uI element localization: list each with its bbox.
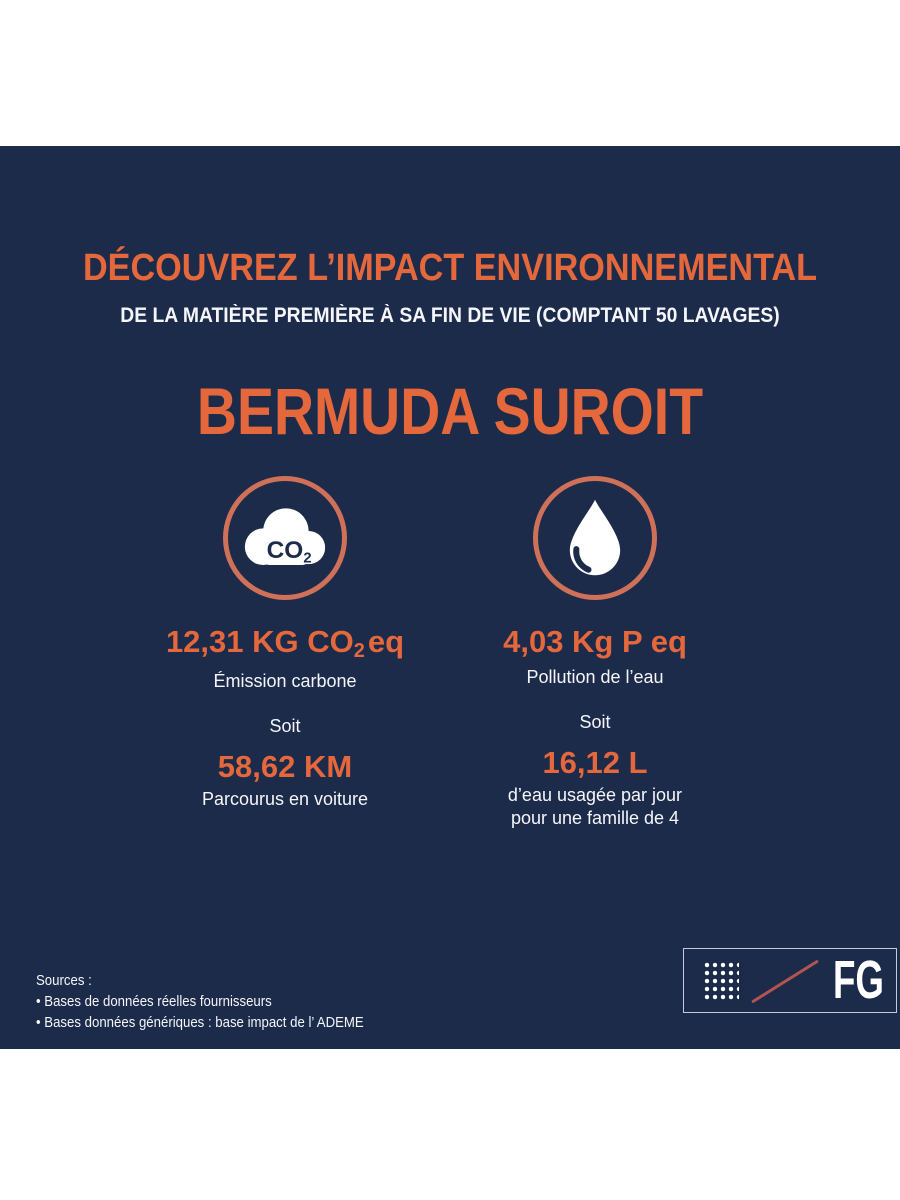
product-name: BERMUDA SUROIT	[196, 374, 704, 448]
water-drop-icon	[533, 476, 657, 600]
svg-text:CO2: CO2	[266, 537, 312, 567]
carbon-value: 12,31 KG CO2eq	[165, 624, 405, 662]
stats-row	[130, 476, 750, 830]
carbon-stat-column	[130, 476, 440, 830]
environmental-impact-card	[0, 146, 900, 1049]
carbon-equivalence-word: Soit	[269, 716, 301, 736]
carbon-equivalent-value: 58,62 KM	[217, 749, 353, 784]
dots-grid-icon	[703, 961, 739, 1001]
co2-cloud-icon	[223, 476, 347, 600]
water-equivalent-value: 16,12 L	[542, 745, 648, 780]
logo-text: FG	[833, 950, 884, 1010]
water-equivalent-label: d’eau usagée par jour pour une famille de 4	[507, 785, 683, 828]
sources-item: • Bases de données réelles fournisseurs	[36, 993, 272, 1010]
carbon-label: Émission carbone	[213, 671, 357, 691]
water-equivalence-word: Soit	[579, 712, 611, 732]
sources-heading: Sources :	[36, 972, 92, 989]
water-value: 4,03 Kg P eq	[503, 624, 687, 659]
sources-note	[36, 970, 364, 1033]
water-stat-column	[440, 476, 750, 830]
water-label: Pollution de l’eau	[526, 667, 664, 687]
page-title: DÉCOUVREZ L’IMPACT ENVIRONNEMENTAL	[82, 247, 818, 289]
carbon-equivalent-label: Parcourus en voiture	[201, 789, 369, 809]
page-subtitle: DE LA MATIÈRE PREMIÈRE À SA FIN DE VIE (COMPTANT 50 LAVAGES)	[120, 304, 780, 327]
sources-item: • Bases données génériques : base impact de l’ ADEME	[36, 1014, 364, 1031]
brand-logo	[683, 948, 897, 1013]
diagonal-line-icon	[739, 949, 809, 1012]
